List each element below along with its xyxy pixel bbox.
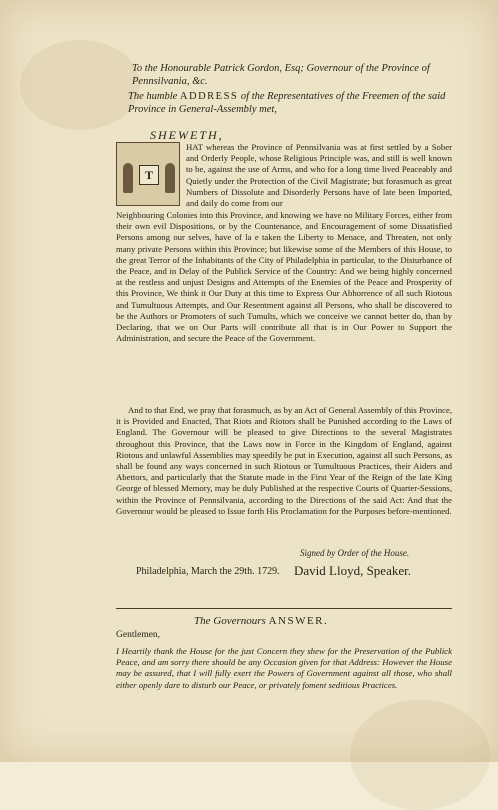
address-prefix: The humble [128,91,180,102]
answer-text: I Heartily thank the House for the just Concern they shew for the Preservation of the Publick Peace, and am sorry there should be any Occasion given for that Address: However the House may be assured, that I will fully exert the Powers of Government against all those, who shall either openly dare to disturb our Peace, or privately foment seditious Practices. [116,646,452,690]
answer-salutation: Gentlemen, [116,630,161,640]
figure-left-icon [123,163,133,193]
divider-rule [116,608,452,609]
address-word: ADDRESS [179,91,239,102]
figure-right-icon [165,163,175,193]
address-title [128,90,458,116]
decorative-initial [116,142,180,206]
paragraph-2: And to that End, we pray that forasmuch, as by an Act of General Assembly of this Province, it is Provided and Enacted, That Riots and Riotors shall be Punished according to the Laws of England. The Governour will be pleased to give Directions to the several Magistrates throughout this Province, that the Laws now in Force in the Kingdom of England, against Riotous and unlawful Assemblies may speedily be put in Execution, against all such Persons, as shall be found any ways concerned in such Riotous or Tumultuous Practices, their Aiders and Abettors, and particularly that the Statute made in the First Year of the Reign of the late King George of blessed Memory, may be duly Published at the respective Courts of Quarter-Sessions, within the Province of Pennsilvania, according to the Directions of the said Act: And that the Governour would be pleased to Issue forth His Proclamation for the Purposes before-mentioned. [116,405,452,516]
paper-stain [350,700,490,810]
paper-stain [20,40,140,130]
place-date: Philadelphia, March the 29th. 1729. [136,566,280,577]
initial-letter: T [139,165,159,185]
signed-by-order: Signed by Order of the House. [300,548,410,558]
paragraph-1-continued: Neighbouring Colonies into this Province, and knowing we have no Military Forces, either from their own evil Dispositions, or by the Countenance, and Encouragement of some Dissatisfied Persons among our selves, have of la e taken the Liberty to Menace, and Threaten, not only many private Persons within this Province; but likewise some of the Members of this House, to the great Terror of the Inhabitants of the City of Philadelphia in particular, to the Disturbance of the Peace, and in Delay of the Publick Service of the Country: And we being highly concerned at the restless and unjust Designs and Attempts of the Enemies of the Peace and Prosperity of this Province, We think it Our Duty at this time to Express Our Abhorrence of all such Riotous and Tumultuous Attempts, and Our Resentment against all Persons, who shall be discovered to be the Authors or Promoters of such Tumults, which we conceive we cannot better do, than by Declaring, that we on Our Parts will contribute all that is in Our Power to Support the Administration, and secure the Peace of the Government. [116,210,452,344]
answer-title-prefix: The Governours [194,615,269,627]
address-suffix: of the Representatives of the Freemen of the said Province in General-Assembly met, [128,91,446,115]
speaker-signature: David Lloyd, Speaker. [294,563,411,578]
answer-title-word: ANSWER. [268,615,329,627]
address-recipient: To the Honourable Patrick Gordon, Esq; Governour of the Province of Pennsilvania, &c. [132,63,430,87]
paragraph-1-opening: HAT whereas the Province of Pennsilvania was at first settled by a Sober and Orderly People, whose Religious Principle was, and still is well known to be, against the use of Arms, and who for a long time lived Peaceably and Quietly under the Protection of the Civil Magistrate; but forasmuch as great Numbers of Dissolute and Disorderly Persons have of late been Imported, and daily do come from our [186,142,452,209]
sheweth-heading: SHEWETH, [150,128,224,142]
answer-title [194,615,328,627]
